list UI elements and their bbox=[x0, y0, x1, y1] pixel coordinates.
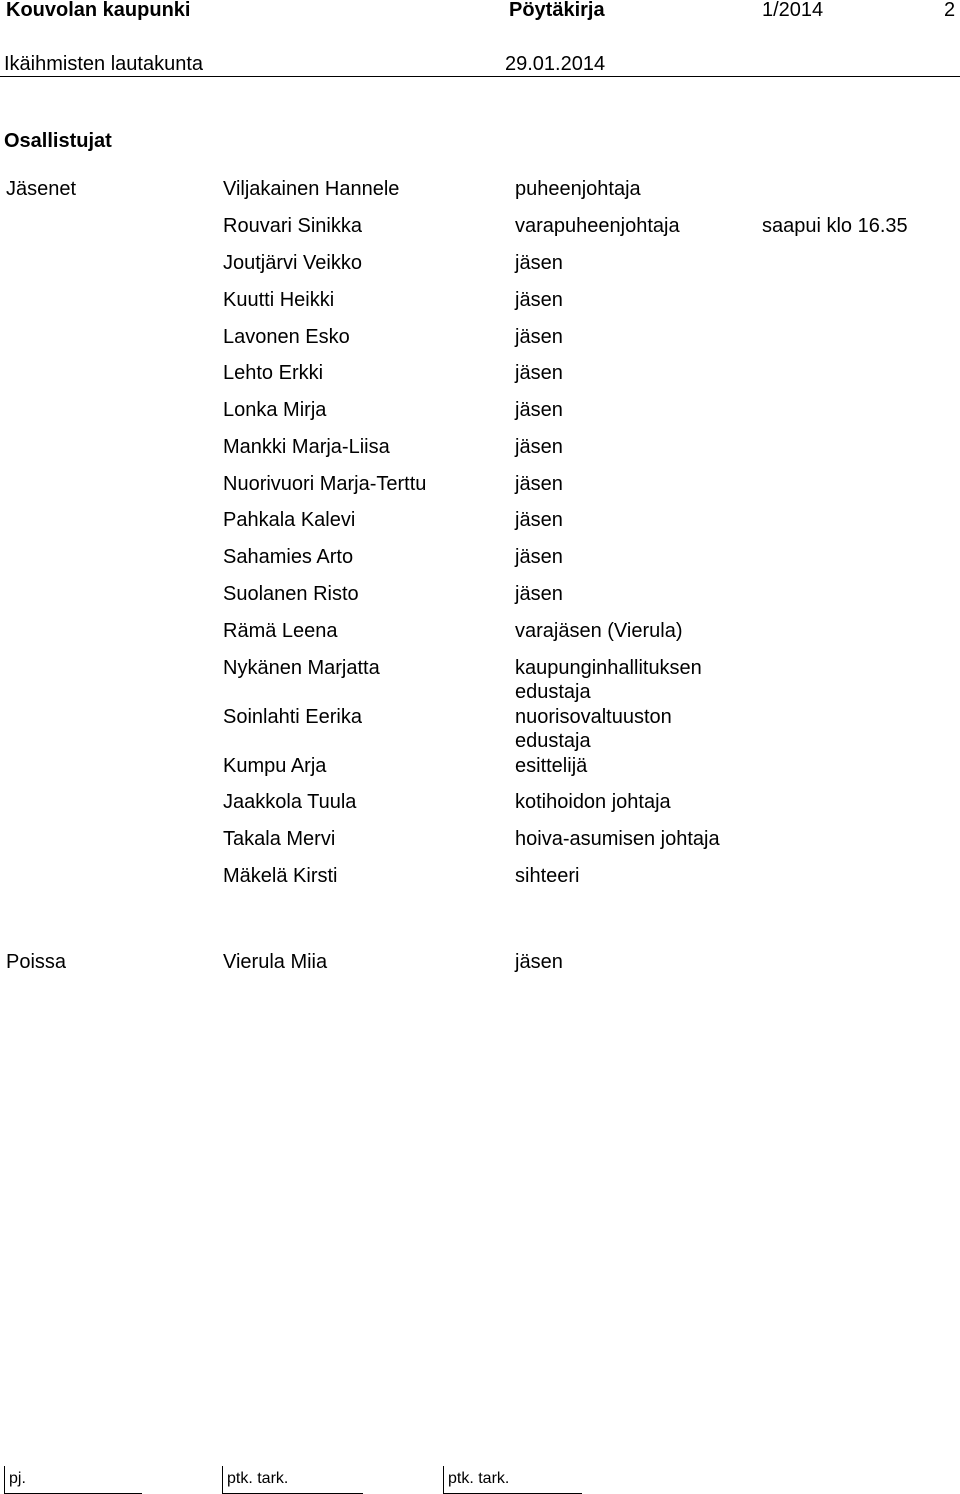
member-role: kaupunginhallituksen bbox=[515, 657, 702, 679]
member-role: nuorisovaltuuston bbox=[515, 706, 672, 728]
member-name: Takala Mervi bbox=[223, 828, 336, 850]
member-name: Jaakkola Tuula bbox=[223, 791, 357, 813]
signature-checker-2-label: ptk. tark. bbox=[448, 1470, 510, 1487]
member-name: Viljakainen Hannele bbox=[223, 178, 400, 200]
member-role: jäsen bbox=[515, 289, 563, 311]
header-divider bbox=[0, 76, 960, 77]
header-date: 29.01.2014 bbox=[505, 53, 606, 75]
member-role: jäsen bbox=[515, 546, 563, 568]
section-title: Osallistujat bbox=[4, 130, 112, 152]
member-name: Mankki Marja-Liisa bbox=[223, 436, 390, 458]
member-role: varapuheenjohtaja bbox=[515, 215, 680, 237]
header-org: Kouvolan kaupunki bbox=[6, 0, 191, 21]
member-role: hoiva-asumisen johtaja bbox=[515, 828, 720, 850]
absent-label: Poissa bbox=[6, 951, 67, 973]
member-note: saapui klo 16.35 bbox=[762, 215, 908, 237]
signature-chair bbox=[4, 1466, 142, 1494]
member-role: puheenjohtaja bbox=[515, 178, 641, 200]
header-board: Ikäihmisten lautakunta bbox=[4, 53, 204, 75]
signature-chair-label: pj. bbox=[9, 1470, 26, 1487]
header-doc-type: Pöytäkirja bbox=[509, 0, 605, 21]
member-role: jäsen bbox=[515, 436, 563, 458]
member-name: Sahamies Arto bbox=[223, 546, 354, 568]
member-role: jäsen bbox=[515, 252, 563, 274]
header-page-number: 2 bbox=[944, 0, 956, 21]
member-name: Lonka Mirja bbox=[223, 399, 327, 421]
member-name: Lehto Erkki bbox=[223, 362, 324, 384]
member-role-line2: edustaja bbox=[515, 730, 591, 752]
member-role: jäsen bbox=[515, 509, 563, 531]
signature-checker-1-label: ptk. tark. bbox=[227, 1470, 289, 1487]
member-name: Rouvari Sinikka bbox=[223, 215, 362, 237]
member-role: sihteeri bbox=[515, 865, 580, 887]
member-name: Nykänen Marjatta bbox=[223, 657, 380, 679]
member-name: Soinlahti Eerika bbox=[223, 706, 362, 728]
members-label: Jäsenet bbox=[6, 178, 77, 200]
member-name: Mäkelä Kirsti bbox=[223, 865, 338, 887]
member-role: jäsen bbox=[515, 399, 563, 421]
member-name: Lavonen Esko bbox=[223, 326, 350, 348]
signature-checker-2 bbox=[443, 1466, 582, 1494]
member-name: Kumpu Arja bbox=[223, 755, 327, 777]
member-role: jäsen bbox=[515, 473, 563, 495]
member-role: jäsen bbox=[515, 583, 563, 605]
member-role: jäsen bbox=[515, 362, 563, 384]
member-role: esittelijä bbox=[515, 755, 588, 777]
header-doc-number: 1/2014 bbox=[762, 0, 824, 21]
member-role: kotihoidon johtaja bbox=[515, 791, 671, 813]
member-name: Rämä Leena bbox=[223, 620, 338, 642]
absent-name: Vierula Miia bbox=[223, 951, 328, 973]
member-name: Joutjärvi Veikko bbox=[223, 252, 362, 274]
member-name: Pahkala Kalevi bbox=[223, 509, 356, 531]
member-name: Suolanen Risto bbox=[223, 583, 359, 605]
member-role: varajäsen (Vierula) bbox=[515, 620, 683, 642]
member-name: Nuorivuori Marja-Terttu bbox=[223, 473, 427, 495]
absent-role: jäsen bbox=[515, 951, 563, 973]
member-role-line2: edustaja bbox=[515, 681, 591, 703]
signature-checker-1 bbox=[222, 1466, 363, 1494]
member-role: jäsen bbox=[515, 326, 563, 348]
member-name: Kuutti Heikki bbox=[223, 289, 335, 311]
